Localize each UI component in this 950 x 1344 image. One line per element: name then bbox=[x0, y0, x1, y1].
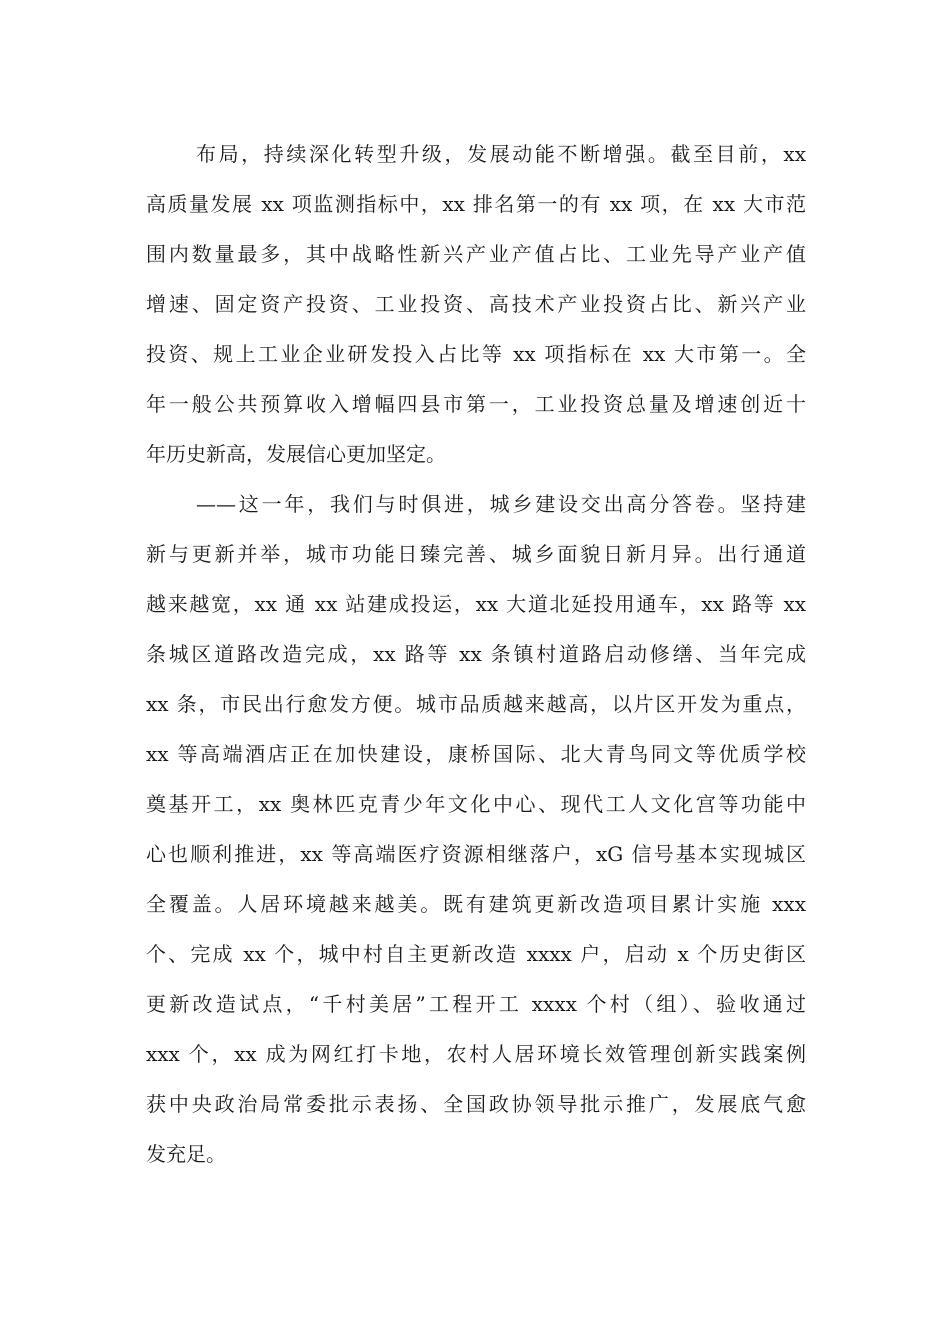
paragraph-2-line-12: xxx 个，xx 成为网红打卡地，农村人居环境长效管理创新实践案例 bbox=[146, 1042, 806, 1066]
paragraph-1-line-5: 投资、规上工业企业研发投入占比等 xx 项指标在 xx 大市第一。全 bbox=[146, 342, 806, 366]
paragraph-1-line-6: 年一般公共预算收入增幅四县市第一，工业投资总量及增速创近十 bbox=[146, 392, 806, 416]
paragraph-2-line-11: 更新改造试点，“千村美居”工程开工 xxxx 个村（组）、验收通过 bbox=[146, 992, 806, 1016]
paragraph-2-line-13: 获中央政治局常委批示表扬、全国政协领导批示推广，发展底气愈 bbox=[146, 1092, 806, 1116]
paragraph-2-line-9: 全覆盖。人居环境越来越美。既有建筑更新改造项目累计实施 xxx bbox=[146, 892, 806, 916]
paragraph-1-line-1: 布局，持续深化转型升级，发展动能不断增强。截至目前，xx bbox=[196, 142, 806, 166]
paragraph-1-line-7: 年历史新高，发展信心更加坚定。 bbox=[146, 442, 446, 466]
paragraph-1-line-2: 高质量发展 xx 项监测指标中，xx 排名第一的有 xx 项，在 xx 大市范 bbox=[146, 192, 806, 216]
paragraph-2-line-8: 心也顺利推进，xx 等高端医疗资源相继落户，xG 信号基本实现城区 bbox=[146, 842, 806, 866]
paragraph-2-line-5: xx 条，市民出行愈发方便。城市品质越来越高，以片区开发为重点， bbox=[146, 692, 806, 716]
paragraph-1-line-3: 围内数量最多，其中战略性新兴产业产值占比、工业先导产业产值 bbox=[146, 242, 806, 266]
paragraph-1-line-4: 增速、固定资产投资、工业投资、高技术产业投资占比、新兴产业 bbox=[146, 292, 806, 316]
paragraph-2-line-10: 个、完成 xx 个，城中村自主更新改造 xxxx 户，启动 x 个历史街区 bbox=[146, 942, 806, 966]
paragraph-2-line-14: 发充足。 bbox=[146, 1142, 226, 1166]
paragraph-2-line-4: 条城区道路改造完成，xx 路等 xx 条镇村道路启动修缮、当年完成 bbox=[146, 642, 806, 666]
paragraph-2-line-6: xx 等高端酒店正在加快建设，康桥国际、北大青鸟同文等优质学校 bbox=[146, 742, 806, 766]
paragraph-2-line-7: 奠基开工，xx 奥林匹克青少年文化中心、现代工人文化宫等功能中 bbox=[146, 792, 806, 816]
paragraph-2-line-1: ——这一年，我们与时俱进，城乡建设交出高分答卷。坚持建 bbox=[196, 492, 806, 516]
paragraph-2-line-3: 越来越宽，xx 通 xx 站建成投运，xx 大道北延投用通车，xx 路等 xx bbox=[146, 592, 806, 616]
paragraph-2-line-2: 新与更新并举，城市功能日臻完善、城乡面貌日新月异。出行通道 bbox=[146, 542, 806, 566]
